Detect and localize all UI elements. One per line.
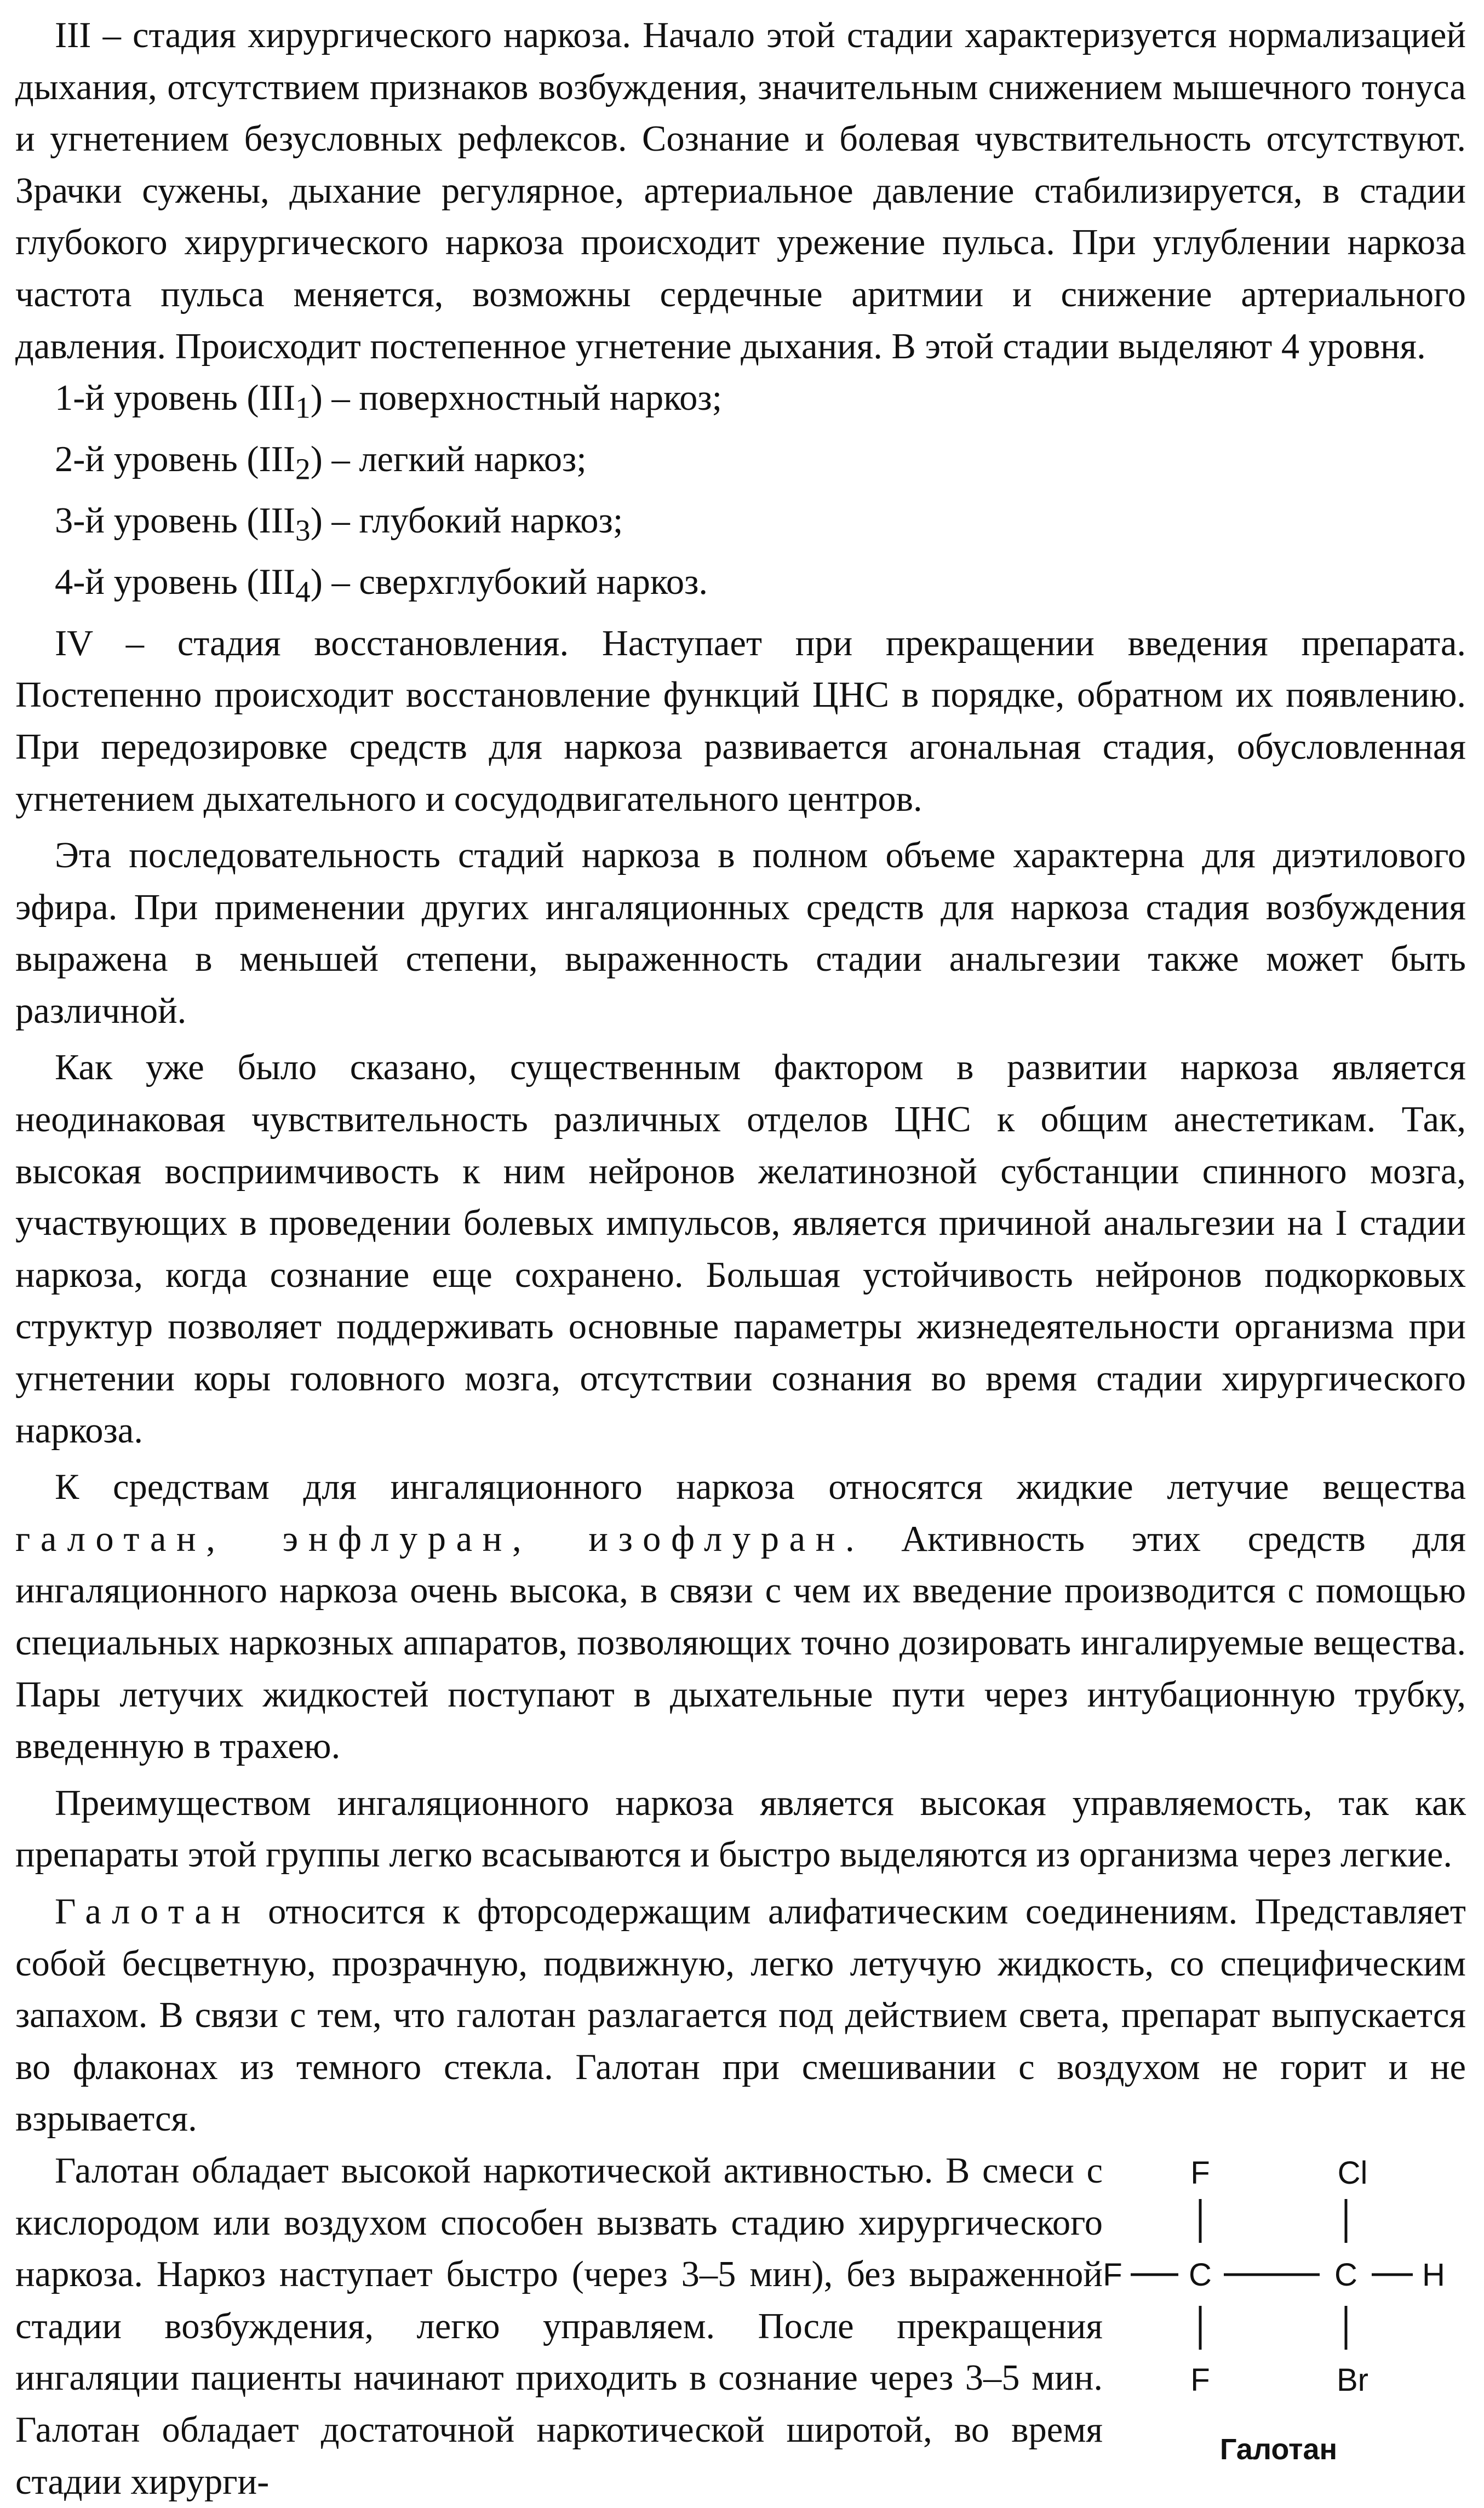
atom-f-bottom: F <box>1190 2362 1210 2398</box>
halothane-activity-section <box>15 2145 1466 2508</box>
paragraph-inhalation-agents <box>15 1462 1466 1773</box>
level-prefix: 3-й уровень (III <box>55 500 296 541</box>
halothane-structural-formula <box>1103 2150 1484 2467</box>
atom-cl-top: Cl <box>1337 2155 1368 2191</box>
inhalation-details: . Активность этих средств для ингаляционного наркоза очень высока, в связи с чем их введение производится с помощью специальных наркозных аппаратов, позволяющих точно дозировать ингалируемые вещества. Пары летучих жидкостей поступают в дыхательные пути через интубационную трубку, введенную в трахею. <box>15 1519 1466 1767</box>
level-prefix: 4-й уровень (III <box>55 562 296 602</box>
paragraph-stage-4: IV – стадия восстановления. Наступает при прекращении введения препарата. Постепенно происходит восстановление функций ЦНС в порядке, обратном их появлению. При передозировке средств для наркоза развивается агональная стадия, обусловленная угнетением дыхательного и сосудодвигательного центров. <box>15 623 1466 819</box>
level-prefix: 2-й уровень (III <box>55 439 296 480</box>
atom-h-right: H <box>1422 2257 1445 2293</box>
agent-names-spaced: галотан, энфлуран, изофлуран <box>15 1519 845 1559</box>
level-suffix: ) – легкий наркоз; <box>310 439 587 480</box>
level-item <box>15 373 1466 434</box>
atom-br-bottom: Br <box>1337 2362 1368 2398</box>
level-item <box>15 557 1466 618</box>
paragraph-sensitivity: Как уже было сказано, существенным фактором в развитии наркоза является неодинаковая чувствительность различных отделов ЦНС к общим анестетикам. Так, высокая восприимчивость к ним нейронов желатинозной субстанции спинного мозга, участвующих в проведении болевых импульсов, является причиной анальгезии на I стадии наркоза, когда сознание еще сохранено. Большая устойчивость нейронов подкорковых структур позволяет поддерживать основные параметры жизнедеятельности организма при угнетении коры головного мозга, отсутствии сознания во время стадии хирургического наркоза. <box>15 1047 1466 1451</box>
level-subscript: 1 <box>295 391 311 425</box>
level-subscript: 2 <box>295 452 311 486</box>
paragraph-sequence: Эта последовательность стадий наркоза в полном объеме характерна для диэтилового эфира. При применении других ингаляционных средств для наркоза стадия возбуждения выражена в меньшей степени, выраженность стадии анальгезии также может быть различной. <box>15 835 1466 1031</box>
halothane-description-text: относится к фторсодержащим алифатическим соединениям. Представляет собой бесцветную, прозрачную, подвижную, легко летучую жидкость, со специфическим запахом. В связи с тем, что галотан разлагается под действием света, препарат выпускается во флаконах из темного стекла. Галотан при смешивании с воздухом не горит и не взрывается. <box>15 1891 1466 2139</box>
atom-c2: C <box>1334 2257 1357 2293</box>
level-item <box>15 495 1466 557</box>
level-prefix: 1-й уровень (III <box>55 378 296 419</box>
halothane-formula-svg <box>1103 2150 1484 2467</box>
level-subscript: 4 <box>295 575 311 609</box>
book-page <box>15 10 1466 2508</box>
atom-f-left: F <box>1103 2257 1122 2293</box>
paragraph-halothane-activity: Галотан обладает высокой наркотической активностью. В смеси с кислородом или воздухом способен вызвать стадию хирургического наркоза. Наркоз наступает быстро (через 3–5 мин), без выраженной стадии возбуждения, легко управляем. После прекращения ингаляции пациенты начинают приходить в сознание через 3–5 мин. Галотан обладает достаточной наркотической широтой, во время стадии хирурги- <box>15 2150 1103 2502</box>
level-suffix: ) – глубокий наркоз; <box>310 500 623 541</box>
level-suffix: ) – сверхглубокий наркоз. <box>310 562 708 602</box>
paragraph-advantage: Преимуществом ингаляционного наркоза является высокая управляемость, так как препараты этой группы легко всасываются и быстро выделяются из организма через легкие. <box>15 1783 1466 1875</box>
level-item <box>15 434 1466 495</box>
formula-caption: Галотан <box>1219 2432 1338 2466</box>
paragraph-stage-3: III – стадия хирургического наркоза. Начало этой стадии характеризуется нормализацией дыхания, отсутствием признаков возбуждения, значительным снижением мышечного тонуса и угнетением безусловных рефлексов. Сознание и болевая чувствительность отсутствуют. Зрачки сужены, дыхание регулярное, артериальное давление стабилизируется, в стадии глубокого хирургического наркоза происходит урежение пульса. При углублении наркоза частота пульса меняется, возможны сердечные аритмии и снижение артериального давления. Происходит постепенное угнетение дыхания. В этой стадии выделяют 4 уровня. <box>15 15 1466 367</box>
paragraph-halothane-description <box>15 1886 1466 2145</box>
level-suffix: ) – поверхностный наркоз; <box>310 378 723 419</box>
atom-c1: C <box>1189 2257 1212 2293</box>
level-subscript: 3 <box>295 513 311 547</box>
halothane-term-spaced: Галотан <box>55 1891 251 1932</box>
anesthesia-levels-list <box>15 373 1466 618</box>
atom-f-top: F <box>1190 2155 1210 2191</box>
inhalation-intro: К средствам для ингаляционного наркоза относятся жидкие летучие вещества <box>55 1467 1466 1508</box>
